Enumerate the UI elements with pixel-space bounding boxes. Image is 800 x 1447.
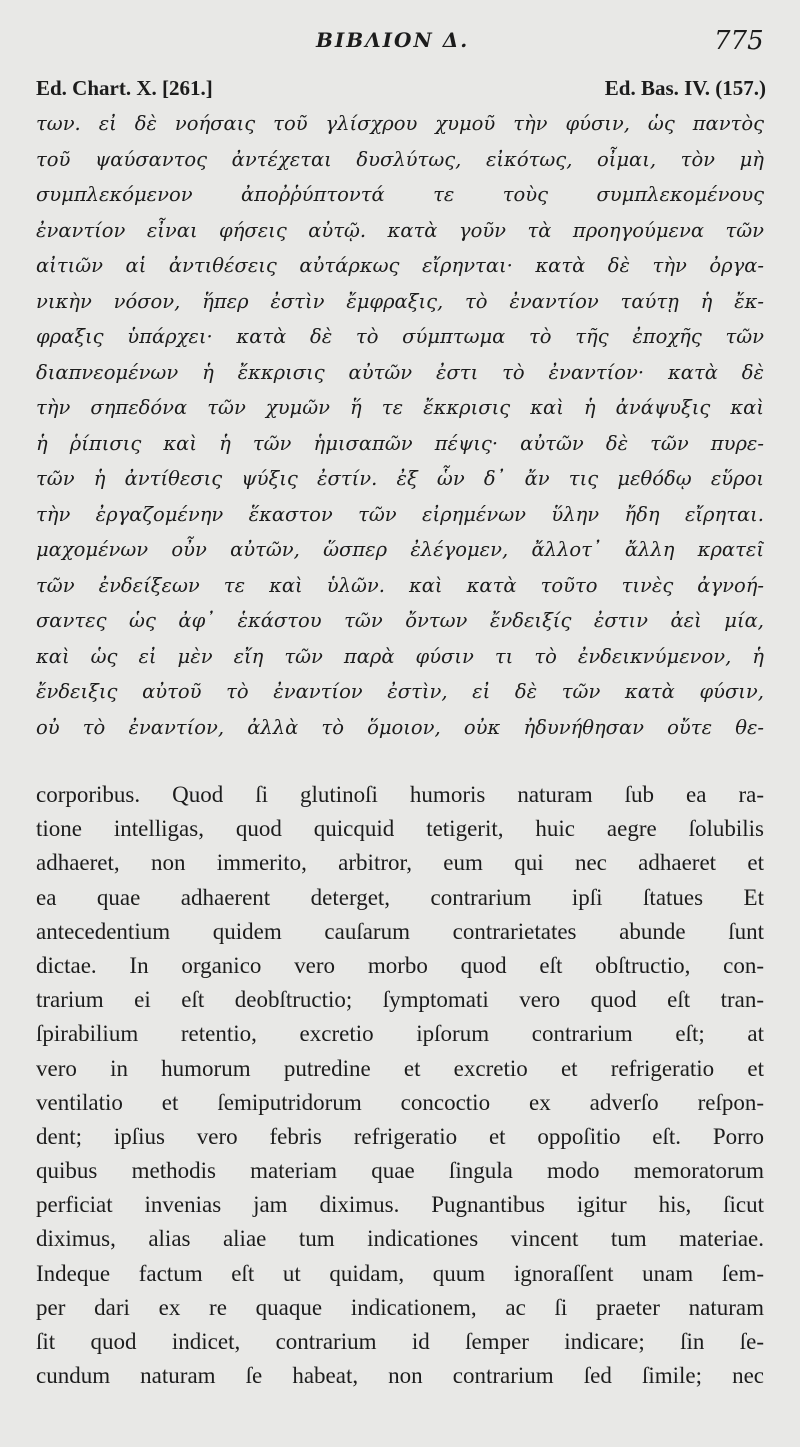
latin-text-line: perficiat invenias jam diximus. Pugnantibus igitur his, ſicut bbox=[36, 1192, 764, 1218]
latin-text-line: vero in humorum putredine et excretio et refrigeratio et bbox=[36, 1055, 764, 1081]
latin-text-block bbox=[36, 778, 764, 1393]
greek-text-line: τὴν ἐργαζομένην ἕκαστον τῶν εἰρημένων ὕλην ἤδη εἴρηται. bbox=[36, 502, 764, 526]
latin-text-line: dictae. In organico vero morbo quod eſt obſtructio, con- bbox=[36, 952, 764, 978]
latin-text-line: ventilatio et ſemiputridorum concoctio ex adverſo reſpon- bbox=[36, 1089, 764, 1115]
greek-text-line: τῶν ἐνδείξεων τε καὶ ὑλῶν. καὶ κατὰ τοῦτο τινὲς ἀγνοή- bbox=[36, 573, 764, 597]
greek-text-line: ἐναντίον εἶναι φήσεις αὐτῷ. κατὰ γοῦν τὰ προηγούμενα τῶν bbox=[36, 218, 764, 242]
running-head bbox=[0, 26, 800, 66]
edition-reference-line bbox=[36, 76, 766, 106]
latin-text-line: tione intelligas, quod quicquid tetigerit, huic aegre ſolubilis bbox=[36, 816, 764, 842]
greek-text-line: τὴν σηπεδόνα τῶν χυμῶν ἥ τε ἔκκρισις καὶ ἡ ἀνάψυξις καὶ bbox=[36, 396, 764, 419]
greek-text-line: αἰτιῶν αἱ ἀντιθέσεις αὐτάρκως εἴρηνται· κατὰ δὲ τὴν ὀργα- bbox=[36, 254, 764, 277]
edition-reference-chart: Ed. Chart. X. [261.] bbox=[36, 76, 213, 100]
greek-text-line: φραξις ὑπάρχει· κατὰ δὲ τὸ σύμπτωμα τὸ τῆς ἐποχῆς τῶν bbox=[36, 325, 764, 348]
latin-text-line: quibus methodis materiam quae ſingula modo memoratorum bbox=[36, 1158, 764, 1184]
latin-text-line: ſit quod indicet, contrarium id ſemper indicare; ſin ſe- bbox=[36, 1329, 764, 1354]
latin-text-line: ea quae adhaerent deterget, contrarium ipſi ſtatues Et bbox=[36, 884, 764, 910]
latin-text-line: dent; ipſius vero febris refrigeratio et oppoſitio eſt. Porro bbox=[36, 1123, 764, 1149]
greek-text-line: των. εἰ δὲ νοήσαις τοῦ γλίσχρου χυμοῦ τὴν φύσιν, ὡς παντὸς bbox=[36, 112, 764, 135]
greek-text-line: νικὴν νόσον, ἥπερ ἐστὶν ἔμφραξις, τὸ ἐναντίον ταύτῃ ἡ ἔκ- bbox=[36, 289, 764, 313]
latin-text-line: ſpirabilium retentio, excretio ipſorum contrarium eſt; at bbox=[36, 1021, 764, 1047]
latin-text-line: adhaeret, non immerito, arbitror, eum qui nec adhaeret et bbox=[36, 850, 764, 876]
greek-text-line: ἔνδειξις αὐτοῦ τὸ ἐναντίον ἐστὶν, εἰ δὲ τῶν κατὰ φύσιν, bbox=[36, 680, 764, 703]
greek-text-block bbox=[36, 106, 764, 745]
greek-text-line: συμπλεκόμενον ἀποῤῥύπτοντά τε τοὺς συμπλεκομένους bbox=[36, 183, 764, 206]
greek-text-line: οὐ τὸ ἐναντίον, ἀλλὰ τὸ ὅμοιον, οὐκ ἠδυνήθησαν οὔτε θε- bbox=[36, 715, 764, 739]
latin-text-line: Indeque factum eſt ut quidam, quum ignoraſſent unam ſem- bbox=[36, 1260, 764, 1286]
edition-reference-basel: Ed. Bas. IV. (157.) bbox=[604, 76, 766, 100]
latin-text-line: cundum naturam ſe habeat, non contrarium ſed ſimile; nec bbox=[36, 1363, 764, 1389]
greek-text-line: καὶ ὡς εἰ μὲν εἴη τῶν παρὰ φύσιν τι τὸ ἐνδεικνύμενον, ἡ bbox=[36, 644, 764, 668]
running-title: BIBΛΙΟΝ Δ. bbox=[316, 28, 470, 52]
latin-text-line: diximus, alias aliae tum indicationes vincent tum materiae. bbox=[36, 1226, 764, 1252]
greek-text-line: ἡ ῥίπισις καὶ ἡ τῶν ἡμισαπῶν πέψις· αὐτῶν δὲ τῶν πυρε- bbox=[36, 431, 764, 455]
latin-text-line: antecedentium quidem cauſarum contrarietates abunde ſunt bbox=[36, 918, 764, 944]
latin-text-line: corporibus. Quod ſi glutinoſi humoris naturam ſub ea ra- bbox=[36, 782, 764, 807]
latin-text-line: trarium ei eſt deobſtructio; ſymptomati vero quod eſt tran- bbox=[36, 987, 764, 1013]
greek-text-line: μαχομένων οὖν αὐτῶν, ὥσπερ ἐλέγομεν, ἄλλοτ᾽ ἄλλη κρατεῖ bbox=[36, 538, 764, 561]
greek-text-line: τοῦ ψαύσαντος ἀντέχεται δυσλύτως, εἰκότως, οἶμαι, τὸν μὴ bbox=[36, 147, 764, 171]
page-number: 775 bbox=[714, 26, 764, 56]
greek-text-line: τῶν ἡ ἀντίθεσις ψύξις ἐστίν. ἐξ ὧν δ᾽ ἄν τις μεθόδῳ εὕροι bbox=[36, 467, 764, 490]
greek-text-line: σαντες ὡς ἀφ᾽ ἑκάστου τῶν ὄντων ἔνδειξίς ἐστιν ἀεὶ μία, bbox=[36, 609, 764, 632]
latin-text-line: per dari ex re quaque indicationem, ac ſi praeter naturam bbox=[36, 1294, 764, 1320]
greek-text-line: διαπνεομένων ἡ ἔκκρισις αὐτῶν ἐστι τὸ ἐναντίον· κατὰ δὲ bbox=[36, 360, 764, 384]
